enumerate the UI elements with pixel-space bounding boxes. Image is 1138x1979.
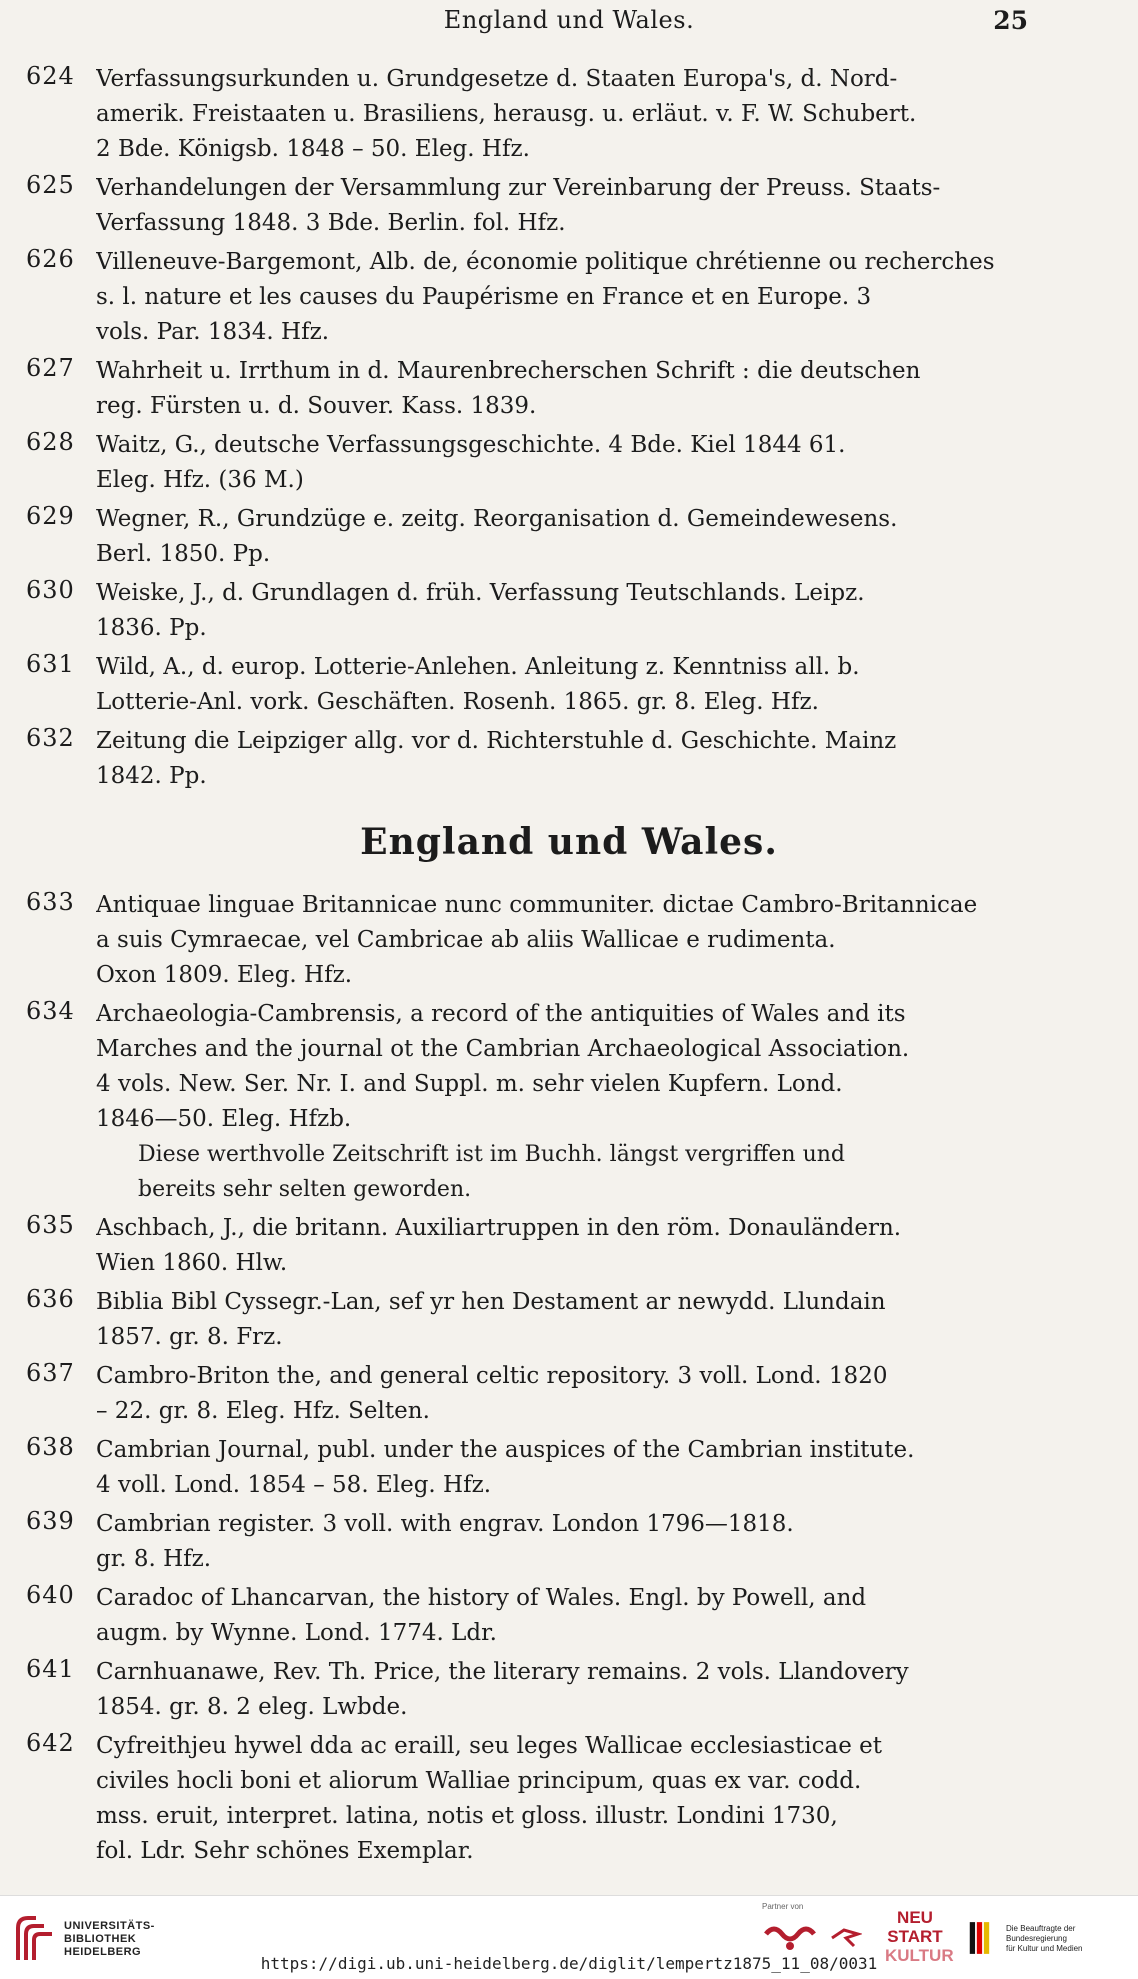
entry-text [96,724,1030,794]
entry-line: Antiquae linguae Britannicae nunc communiter. dictae Cambro-Britannicae [96,892,978,918]
entry-text [96,62,1030,167]
entry-line: reg. Fürsten u. d. Souver. Kass. 1839. [96,393,537,419]
catalog-entry [0,354,1138,424]
viewer-footer [0,1895,1138,1979]
catalog-entry [0,1729,1138,1869]
entry-line: Verfassungsurkunden u. Grundgesetze d. Staaten Europa's, d. Nord- [96,66,898,92]
entry-line: Archaeologia-Cambrensis, a record of the antiquities of Wales and its [96,1001,906,1027]
entry-number: 642 [26,1729,75,1757]
entry-text [96,171,1030,241]
entry-line: 1842. Pp. [96,763,207,789]
entry-line: Caradoc of Lhancarvan, the history of Wales. Engl. by Powell, and [96,1585,867,1611]
entry-number: 628 [26,428,75,456]
catalog-entry [0,1507,1138,1577]
entry-number: 626 [26,245,75,273]
entry-line: Oxon 1809. Eleg. Hfz. [96,962,353,988]
entry-number: 637 [26,1359,75,1387]
entry-number: 639 [26,1507,75,1535]
entry-text [96,1581,1030,1651]
entry-number: 635 [26,1211,75,1239]
entry-note-line: bereits sehr selten geworden. [138,1177,472,1202]
entry-number: 624 [26,62,75,90]
catalog-entry [0,1211,1138,1281]
entry-line: 1857. gr. 8. Frz. [96,1324,283,1350]
entry-line: Eleg. Hfz. (36 M.) [96,467,304,493]
entry-text [96,1211,1030,1281]
entry-line: 4 vols. New. Ser. Nr. I. and Suppl. m. sehr vielen Kupfern. Lond. [96,1071,843,1097]
catalog-entry [0,171,1138,241]
entry-line: Wahrheit u. Irrthum in d. Maurenbrecherschen Schrift : die deutschen [96,358,921,384]
entry-text [96,1433,1030,1503]
entry-line: 1854. gr. 8. 2 eleg. Lwbde. [96,1694,408,1720]
entry-line: 1846—50. Eleg. Hfzb. [96,1106,352,1132]
catalog-entry [0,62,1138,167]
ddb-logo-icon[interactable] [760,1916,820,1956]
entry-number: 627 [26,354,75,382]
bkm-text [1006,1924,1118,1954]
catalog-entry [0,724,1138,794]
entry-number: 636 [26,1285,75,1313]
running-head [0,6,1138,40]
entry-line: Wild, A., d. europ. Lotterie-Anlehen. Anleitung z. Kenntniss all. b. [96,654,860,680]
catalog-entry [0,1285,1138,1355]
entry-text [96,1285,1030,1355]
entry-number: 632 [26,724,75,752]
catalog-entry [0,502,1138,572]
catalog-entry [0,650,1138,720]
catalog-entry [0,997,1138,1207]
entry-line: 2 Bde. Königsb. 1848 – 50. Eleg. Hfz. [96,136,530,162]
entries-before-section [0,62,1138,794]
entry-text [96,1729,1030,1869]
entry-line: a suis Cymraecae, vel Cambricae ab aliis Wallicae e rudimenta. [96,927,836,953]
entry-line: 4 voll. Lond. 1854 – 58. Eleg. Hfz. [96,1472,492,1498]
entry-number: 641 [26,1655,75,1683]
entry-note [138,1137,1030,1207]
catalog-entries [0,62,1138,1873]
neustart-line: NEU [897,1908,933,1927]
bkm-line: Die Beauftragte der Bundesregierung [1006,1924,1076,1943]
library-name-line: HEIDELBERG [64,1946,142,1958]
entry-number: 638 [26,1433,75,1461]
catalog-entry [0,1433,1138,1503]
entry-number: 625 [26,171,75,199]
entry-line: Berl. 1850. Pp. [96,541,271,567]
bkm-line: für Kultur und Medien [1006,1944,1083,1953]
entry-number: 630 [26,576,75,604]
catalog-entry [0,888,1138,993]
entry-text [96,576,1030,646]
entry-text [96,428,1030,498]
entry-line: Cyfreithjeu hywel dda ac eraill, seu leges Wallicae ecclesiasticae et [96,1733,883,1759]
entry-line: Cambrian Journal, publ. under the auspices of the Cambrian institute. [96,1437,915,1463]
neustart-line: KULTUR [885,1946,954,1965]
entry-line: Wegner, R., Grundzüge e. zeitg. Reorganisation d. Gemeindewesens. [96,506,898,532]
entry-number: 640 [26,1581,75,1609]
entry-line: Cambro-Briton the, and general celtic repository. 3 voll. Lond. 1820 [96,1363,888,1389]
entry-text [96,354,1030,424]
entries-after-section [0,888,1138,1869]
entry-text [96,888,1030,993]
entry-note-line: Diese werthvolle Zeitschrift ist im Buchh. längst vergriffen und [138,1142,846,1167]
catalog-entry [0,576,1138,646]
entry-line: Aschbach, J., die britann. Auxiliartruppen in den röm. Donauländern. [96,1215,902,1241]
entry-line: Verhandelungen der Versammlung zur Vereinbarung der Preuss. Staats- [96,175,941,201]
page-url[interactable]: https://digi.ub.uni-heidelberg.de/diglit/lempertz1875_11_08/0031 [260,1954,878,1973]
partner-label: Partner von [762,1902,804,1911]
entry-line: amerik. Freistaaten u. Brasiliens, herausg. u. erläut. v. F. W. Schubert. [96,101,917,127]
entry-text [96,1655,1030,1725]
entry-line: Verfassung 1848. 3 Bde. Berlin. fol. Hfz. [96,210,566,236]
entry-number: 629 [26,502,75,530]
entry-text [96,997,1030,1137]
library-name-line: UNIVERSITÄTS- [64,1920,155,1932]
entry-line: gr. 8. Hfz. [96,1546,212,1572]
entry-line: civiles hocli boni et aliorum Walliae principum, quas ex var. codd. [96,1768,862,1794]
entry-line: Weiske, J., d. Grundlagen d. früh. Verfassung Teutschlands. Leipz. [96,580,865,606]
entry-line: fol. Ldr. Sehr schönes Exemplar. [96,1838,474,1864]
entry-line: Marches and the journal ot the Cambrian Archaeological Association. [96,1036,910,1062]
entry-number: 634 [26,997,75,1025]
entry-text [96,245,1030,350]
entry-line: Wien 1860. Hlw. [96,1250,288,1276]
catalog-entry [0,1655,1138,1725]
bird-logo-icon[interactable] [828,1918,862,1952]
running-title: England und Wales. [443,6,695,34]
entry-line: mss. eruit, interpret. latina, notis et gloss. illustr. Londini 1730, [96,1803,838,1829]
catalog-entry [0,428,1138,498]
federal-eagle-icon [968,1918,998,1958]
entry-line: Lotterie-Anl. vork. Geschäften. Rosenh. 1865. gr. 8. Eleg. Hfz. [96,689,819,715]
neustart-line: START [887,1927,943,1946]
catalog-entry [0,1581,1138,1651]
entry-line: vols. Par. 1834. Hfz. [96,319,330,345]
entry-line: Villeneuve-Bargemont, Alb. de, économie politique chrétienne ou recherches [96,249,995,275]
catalog-entry [0,1359,1138,1429]
entry-line: 1836. Pp. [96,615,207,641]
entry-line: Zeitung die Leipziger allg. vor d. Richterstuhle d. Geschichte. Mainz [96,728,897,754]
catalog-entry [0,245,1138,350]
entry-text [96,502,1030,572]
entry-line: Cambrian register. 3 voll. with engrav. London 1796—1818. [96,1511,794,1537]
entry-line: – 22. gr. 8. Eleg. Hfz. Selten. [96,1398,430,1424]
entry-number: 633 [26,888,75,916]
section-heading: England und Wales. [360,821,778,863]
entry-line: Waitz, G., deutsche Verfassungsgeschichte. 4 Bde. Kiel 1844 61. [96,432,846,458]
entry-line: Carnhuanawe, Rev. Th. Price, the literary remains. 2 vols. Llandovery [96,1659,909,1685]
entry-number: 631 [26,650,75,678]
library-name-line: BIBLIOTHEK [64,1933,137,1945]
page-number: 25 [993,6,1028,35]
entry-line: augm. by Wynne. Lond. 1774. Ldr. [96,1620,497,1646]
entry-text [96,650,1030,720]
entry-line: Biblia Bibl Cyssegr.-Lan, sef yr hen Destament ar newydd. Llundain [96,1289,886,1315]
entry-text [96,1359,1030,1429]
entry-line: s. l. nature et les causes du Paupérisme en France et en Europe. 3 [96,284,872,310]
entry-text [96,1507,1030,1577]
